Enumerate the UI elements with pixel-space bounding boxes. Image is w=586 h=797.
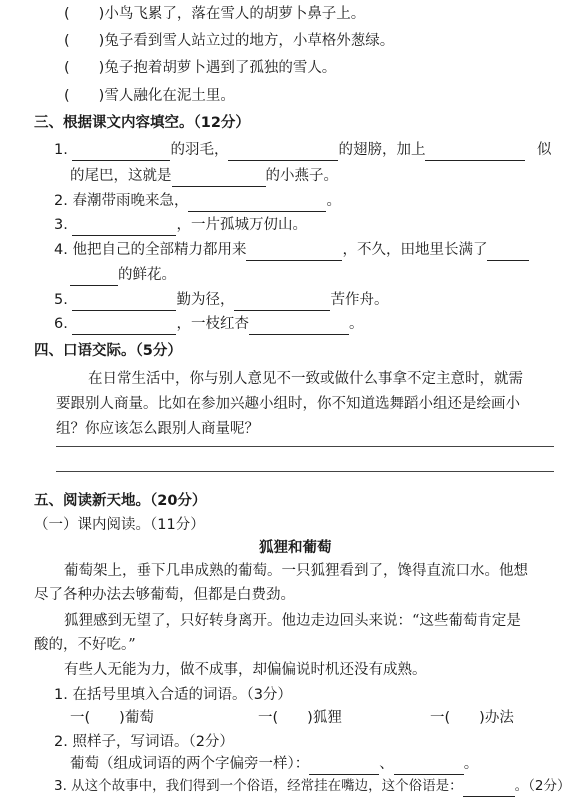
- judgment-item-1: ( )小鸟飞累了，落在雪人的胡萝卜鼻子上。: [64, 6, 366, 22]
- section-5-subtitle: （一）课内阅读。（11分）: [34, 517, 205, 533]
- story-title: 狐狸和葡萄: [259, 540, 332, 556]
- fill-blank[interactable]: [234, 294, 330, 311]
- reading-question-3: 3. 从这个故事中，我们得到一个俗语，经常挂在嘴边，这个俗语是： 。（2分）: [54, 775, 571, 797]
- oral-paragraph-line-2: 要跟别人商量。比如在参加兴趣小组时，你不知道选舞蹈小组还是绘画小: [56, 396, 520, 412]
- fill-blank[interactable]: [72, 219, 176, 236]
- section-3-title: 三、根据课文内容填空。（12分）: [34, 115, 250, 131]
- fill-blank[interactable]: [72, 144, 170, 161]
- oral-paragraph-line-3: 组？你应该怎么跟别人商量呢？: [56, 421, 259, 437]
- fill-blank[interactable]: [487, 244, 529, 261]
- judgment-item-2: ( )兔子看到雪人站立过的地方，小草格外葱绿。: [64, 33, 395, 49]
- measure-word-item[interactable]: 一( )狐狸: [258, 710, 342, 726]
- fill-question-6: 6. ，一枝红杏 。: [54, 313, 363, 335]
- answer-line[interactable]: [56, 446, 554, 447]
- fill-question-4-cont: 的鲜花。: [70, 264, 176, 286]
- reading-question-1: 1. 在括号里填入合适的词语。（3分）: [54, 687, 292, 703]
- fill-blank[interactable]: [188, 195, 326, 212]
- section-4-title: 四、口语交际。（5分）: [34, 343, 182, 359]
- oral-paragraph-line-1: 在日常生活中，你与别人意见不一致或做什么事拿不定主意时，就需: [88, 371, 523, 387]
- story-paragraph-line: 有些人无能为力，做不成事，却偏偏说时机还没有成熟。: [64, 662, 427, 678]
- fill-blank[interactable]: [72, 294, 176, 311]
- fill-blank[interactable]: [70, 269, 118, 286]
- fill-question-3: 3. ，一片孤城万仞山。: [54, 214, 307, 236]
- fill-blank[interactable]: [172, 170, 266, 187]
- fill-blank[interactable]: [309, 758, 379, 775]
- fill-blank[interactable]: [246, 244, 342, 261]
- fill-question-1: 1. 的羽毛， 的翅膀，加上: [54, 139, 525, 161]
- fill-question-2: 2. 春潮带雨晚来急， 。: [54, 190, 341, 212]
- story-paragraph-line: 葡萄架上，垂下几串成熟的葡萄。一只狐狸看到了，馋得直流口水。他想: [64, 563, 528, 579]
- fill-blank[interactable]: [463, 780, 515, 797]
- fill-question-1-end: 似: [537, 142, 552, 158]
- reading-question-2: 2. 照样子，写词语。（2分）: [54, 734, 234, 750]
- story-paragraph-line: 尽了各种办法去够葡萄，但都是白费劲。: [34, 587, 295, 603]
- story-paragraph-line: 酸的，不好吃。”: [34, 637, 136, 653]
- word-example-line: 葡萄（组成词语的两个字偏旁一样）： 、 。: [70, 753, 478, 775]
- story-paragraph-line: 狐狸感到无望了，只好转身离开。他边走边回头来说：“这些葡萄肯定是: [64, 613, 521, 629]
- fill-blank[interactable]: [425, 144, 525, 161]
- measure-word-item[interactable]: 一( )葡萄: [70, 710, 154, 726]
- fill-question-4: 4. 他把自己的全部精力都用来 ，不久，田地里长满了: [54, 239, 529, 261]
- section-5-title: 五、阅读新天地。（20分）: [34, 493, 207, 509]
- answer-line[interactable]: [56, 471, 554, 472]
- judgment-item-4: ( )雪人融化在泥土里。: [64, 88, 235, 104]
- judgment-item-3: ( )兔子抱着胡萝卜遇到了孤独的雪人。: [64, 60, 337, 76]
- fill-question-5: 5. 勤为径， 苦作舟。: [54, 289, 388, 311]
- fill-blank[interactable]: [72, 318, 176, 335]
- measure-word-item[interactable]: 一( )办法: [430, 710, 514, 726]
- fill-blank[interactable]: [228, 144, 338, 161]
- fill-blank[interactable]: [249, 318, 349, 335]
- fill-question-1-cont: 的尾巴，这就是 的小燕子。: [70, 165, 338, 187]
- fill-blank[interactable]: [394, 758, 464, 775]
